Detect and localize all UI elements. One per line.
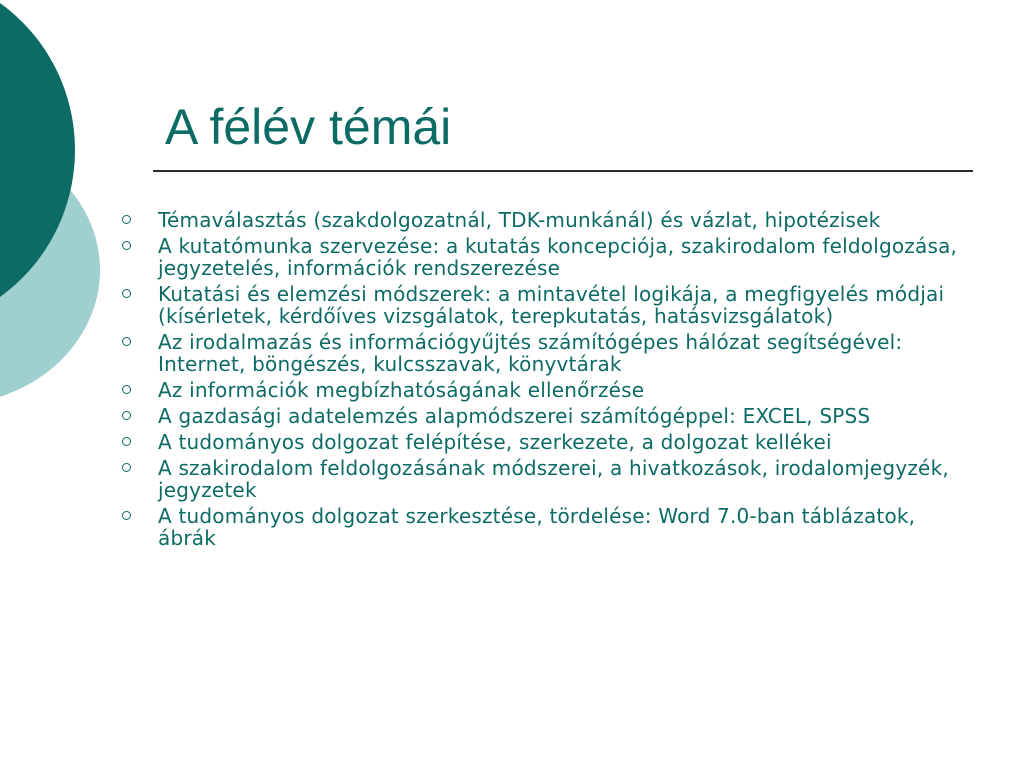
list-item-text: A tudományos dolgozat szerkesztése, tördelése: Word 7.0-ban táblázatok, ábrák [158,504,916,550]
hollow-circle-bullet-icon [122,337,131,346]
list-item [120,331,970,375]
slide-title: A félév témái [165,99,452,155]
list-item-text: Az információk megbízhatóságának ellenőrzése [158,378,645,402]
list-item-text: Az irodalmazás és információgyűjtés számítógépes hálózat segítségével: Internet, böngészés, kulcsszavak, könyvtárak [158,330,903,376]
hollow-circle-bullet-icon [122,437,131,446]
list-item-text: A gazdasági adatelemzés alapmódszerei számítógéppel: EXCEL, SPSS [158,404,871,428]
hollow-circle-bullet-icon [122,511,131,520]
hollow-circle-bullet-icon [122,385,131,394]
list-item [120,405,970,427]
title-divider [153,170,973,172]
bullet-list [120,209,970,553]
list-item [120,505,970,549]
list-item [120,431,970,453]
list-item-text: A tudományos dolgozat felépítése, szerkezete, a dolgozat kellékei [158,430,832,454]
list-item-text: Témaválasztás (szakdolgozatnál, TDK-munkánál) és vázlat, hipotézisek [158,208,881,232]
list-item-text: A szakirodalom feldolgozásának módszerei, a hivatkozások, irodalomjegyzék, jegyzetek [158,456,949,502]
list-item [120,457,970,501]
list-item-text: A kutatómunka szervezése: a kutatás koncepciója, szakirodalom feldolgozása, jegyzetelés, információk rendszerezése [158,234,958,280]
hollow-circle-bullet-icon [122,411,131,420]
hollow-circle-bullet-icon [122,463,131,472]
list-item [120,283,970,327]
hollow-circle-bullet-icon [122,289,131,298]
hollow-circle-bullet-icon [122,241,131,250]
list-item [120,209,970,231]
list-item-text: Kutatási és elemzési módszerek: a mintavétel logikája, a megfigyelés módjai (kísérletek, kérdőíves vizsgálatok, terepkutatás, hatásvizsgálatok) [158,282,945,328]
hollow-circle-bullet-icon [122,215,131,224]
list-item [120,379,970,401]
list-item [120,235,970,279]
